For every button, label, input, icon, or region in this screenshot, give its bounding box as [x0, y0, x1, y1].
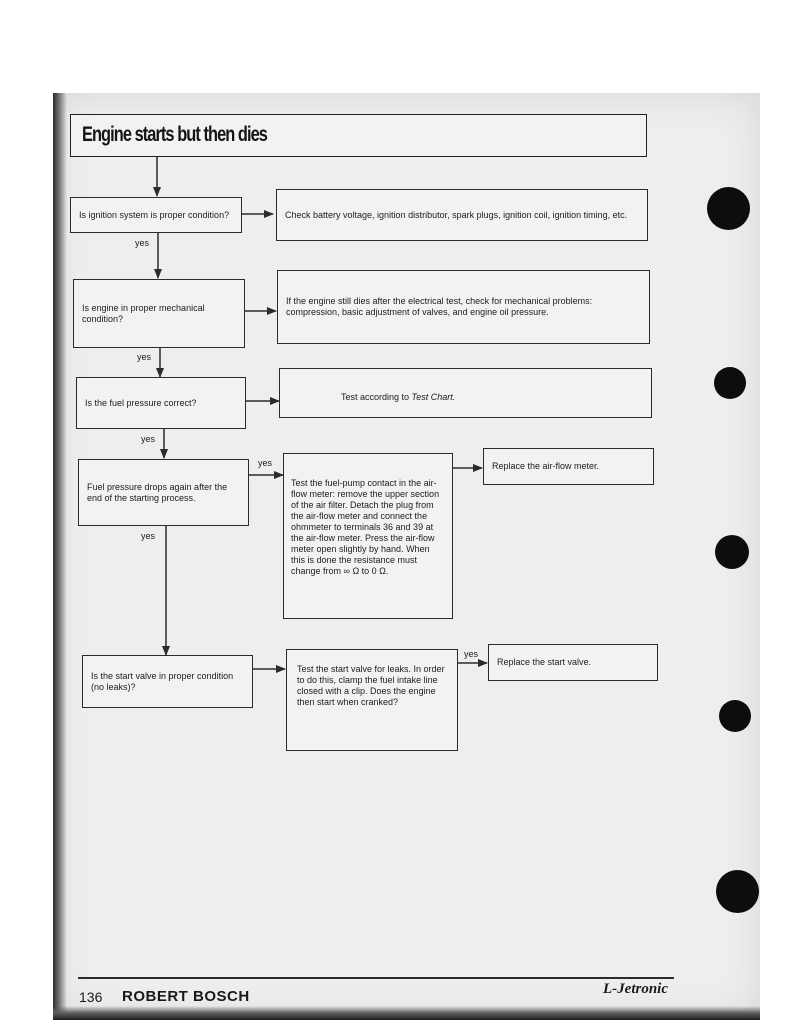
yes-label: yes — [141, 531, 156, 541]
result-replace-air-flow-meter — [483, 448, 654, 485]
test-chart-reference: Test Chart. — [411, 392, 456, 402]
question-fuel-pressure — [76, 377, 246, 429]
question-text: Fuel pressure drops again after the end of the starting process. — [87, 481, 228, 503]
action-fuel-pressure — [279, 368, 652, 418]
page-number: 136 — [79, 989, 103, 1005]
action-text: Check battery voltage, ignition distributor, spark plugs, ignition coil, ignition timing, etc. — [285, 209, 628, 220]
question-text: Is the start valve in proper condition (no leaks)? — [91, 670, 234, 692]
yes-label: yes — [137, 352, 152, 362]
result-replace-start-valve — [488, 644, 658, 681]
question-text: Is the fuel pressure correct? — [85, 397, 197, 408]
question-pressure-drop — [78, 459, 249, 526]
page-title: Engine starts but then dies — [82, 123, 267, 146]
action-mechanical — [277, 270, 650, 344]
publisher-name: ROBERT BOSCH — [122, 988, 250, 1005]
question-mechanical — [73, 279, 245, 348]
flowchart-title-box — [70, 114, 647, 157]
question-start-valve — [82, 655, 253, 708]
footer-rule — [78, 977, 674, 979]
test-start-valve-leaks — [286, 649, 458, 751]
action-ignition — [276, 189, 648, 241]
test-fuel-pump-contact — [283, 453, 453, 619]
result-text: Replace the air-flow meter. — [492, 461, 600, 471]
test-text: Test the fuel-pump contact in the air-flow meter: remove the upper section of the air filter. Detach the plug from the air-flow meter and connect the ohmmeter to terminals 36 and 39 at the air-flow meter. Press the air-flow meter open slightly by hand. When this is done the resistance must change from ∞ Ω to 0 Ω. — [291, 478, 440, 576]
yes-label: yes — [258, 458, 273, 468]
yes-label: yes — [135, 238, 150, 248]
question-text: Is engine in proper mechanical condition? — [82, 302, 205, 324]
test-text: Test the start valve for leaks. In order to do this, clamp the fuel intake line closed with a clip. Does the engine then start when cranked? — [297, 664, 445, 707]
action-text: If the engine still dies after the electrical test, check for mechanical problems: compression, basic adjustment of valves, and engine oil pressure. — [286, 296, 593, 317]
result-text: Replace the start valve. — [497, 657, 592, 667]
yes-label: yes — [141, 434, 156, 444]
series-name: L-Jetronic — [603, 981, 668, 997]
question-text: Is ignition system is proper condition? — [79, 209, 230, 220]
question-ignition — [70, 197, 242, 233]
action-text: Test according to — [341, 392, 412, 402]
yes-label: yes — [464, 649, 479, 659]
